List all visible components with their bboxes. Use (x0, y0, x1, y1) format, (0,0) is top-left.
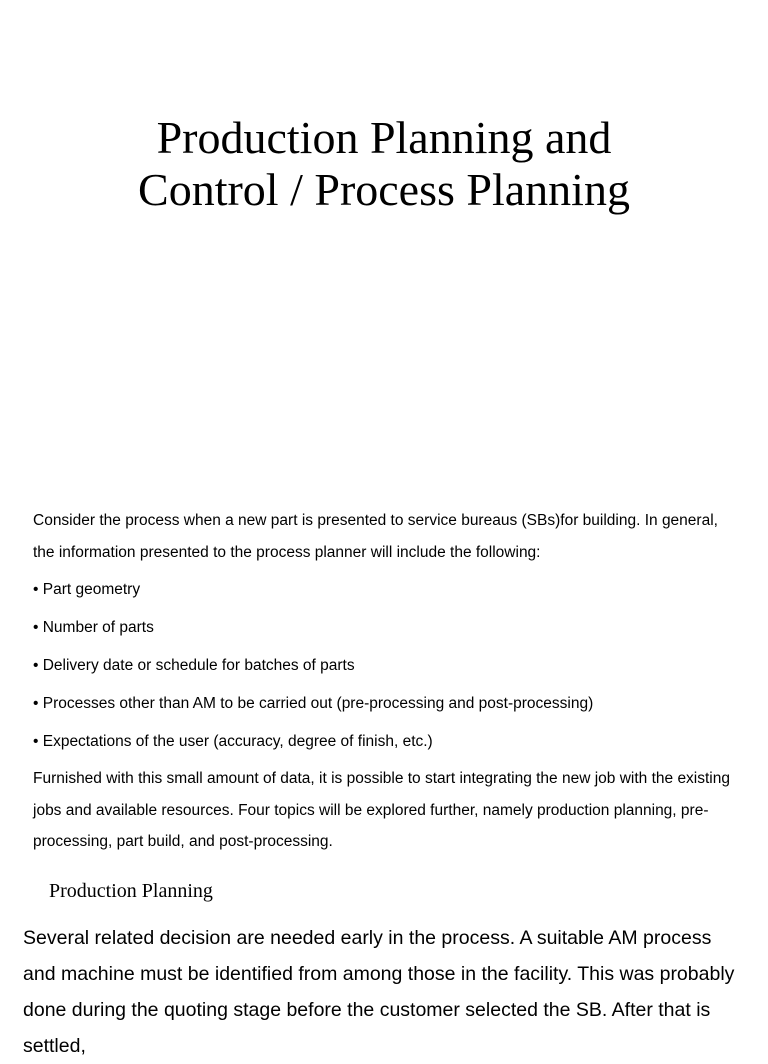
title-line-2: Control / Process Planning (138, 164, 630, 215)
list-item: • Processes other than AM to be carried out (pre-processing and post-processing) (33, 695, 594, 712)
list-item: • Number of parts (33, 619, 154, 636)
list-item: • Part geometry (33, 581, 141, 598)
section-heading: Production Planning (49, 880, 213, 902)
title-line-1: Production Planning and (156, 112, 612, 163)
list-item: • Expectations of the user (accuracy, degree of finish, etc.) (33, 733, 433, 750)
page-title (0, 112, 768, 216)
requirements-list (33, 571, 743, 761)
intro-paragraph: Consider the process when a new part is presented to service bureaus (SBs)for building. In general, the information presented to the process planner will include the following: (33, 512, 718, 561)
intro-section (33, 505, 743, 858)
list-item: • Delivery date or schedule for batches of parts (33, 657, 355, 674)
section-paragraph: Several related decision are needed early in the process. A suitable AM process and machine must be identified from among those in the facility. This was probably done during the quoting stage before the customer selected the SB. After that is settled, (23, 927, 735, 1057)
furnished-paragraph: Furnished with this small amount of data, it is possible to start integrating the new job with the existing jobs and available resources. Four topics will be explored further, namely production planning, pre-processing, part build, and post-processing. (33, 770, 730, 850)
